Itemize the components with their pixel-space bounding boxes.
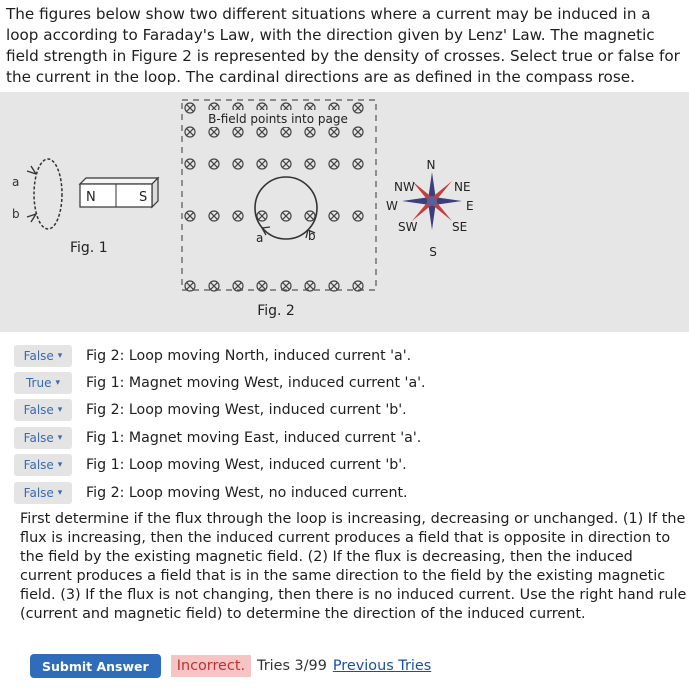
field-cross-icon <box>281 211 291 221</box>
field-cross-icon <box>329 281 339 291</box>
magnet-north-label: N <box>86 190 96 205</box>
field-cross-icon <box>257 159 267 169</box>
compass-n: N <box>426 158 436 172</box>
question-row <box>14 369 684 396</box>
figures-diagram <box>0 92 689 332</box>
answer-footer <box>16 650 686 682</box>
field-cross-icon <box>305 281 315 291</box>
compass-s: S <box>429 245 437 259</box>
previous-tries-link[interactable]: Previous Tries <box>332 658 432 674</box>
field-cross-icon <box>353 159 363 169</box>
field-cross-icon <box>257 211 267 221</box>
field-cross-icon <box>305 127 315 137</box>
answer-select[interactable] <box>14 454 72 476</box>
field-cross-icon <box>353 127 363 137</box>
compass-e: E <box>466 199 474 213</box>
field-cross-icon <box>233 127 243 137</box>
question-list <box>14 342 684 506</box>
fig1-label-a: a <box>12 175 20 189</box>
answer-select-value: False <box>23 348 54 363</box>
hint-text: First determine if the flux through the loop is increasing, decreasing or unchanged. (1) If the flux is increasing, then the induced current produces a field that is opposite in direction to the field by the existing magnetic field. (2) If the flux is decreasing, then the induced current produces a field that is in the same direction to the field by the existing magnetic field. (3) If the flux is not changing, then there is no induced current. Use the right hand rule (current and magnetic field) to determine the direction of the induced current. <box>20 511 687 622</box>
question-intro: The figures below show two different situations where a current may be induced in a loop according to Faraday's Law, with the direction given by Lenz' Law. The magnetic field strength in Figure 2 is represented by the density of crosses. Select true or false for the current in the loop. The cardinal directions are as defined in the compass rose. <box>6 5 680 86</box>
figure-panel <box>0 92 689 332</box>
field-cross-icon <box>353 103 363 113</box>
result-badge: Incorrect. <box>171 655 251 677</box>
answer-select[interactable] <box>14 372 72 394</box>
fig1-current-arrow-b <box>27 214 36 222</box>
question-text: Fig 1: Magnet moving East, induced current 'a'. <box>86 429 422 446</box>
question-row <box>14 424 684 451</box>
compass-nw: NW <box>394 180 415 194</box>
answer-select-value: False <box>23 458 54 473</box>
answer-select[interactable] <box>14 427 72 449</box>
answer-select[interactable] <box>14 345 72 367</box>
fig2-label-a: a <box>256 231 264 245</box>
field-cross-icon <box>281 159 291 169</box>
question-row <box>14 452 684 479</box>
field-cross-icon <box>329 127 339 137</box>
field-cross-icon <box>209 281 219 291</box>
field-cross-icon <box>329 159 339 169</box>
question-row <box>14 479 684 506</box>
select-arrow-icon: ▾ <box>57 460 63 471</box>
compass-sw: SW <box>398 220 418 234</box>
select-arrow-icon: ▾ <box>55 378 61 389</box>
fig1-loop <box>34 159 62 229</box>
select-arrow-icon: ▾ <box>57 487 63 498</box>
question-row <box>14 342 684 369</box>
field-cross-icon <box>353 211 363 221</box>
field-cross-icon <box>233 159 243 169</box>
field-cross-icon <box>209 159 219 169</box>
answer-select-value: False <box>23 430 54 445</box>
question-text: Fig 2: Loop moving West, no induced current. <box>86 484 408 501</box>
field-cross-icon <box>185 127 195 137</box>
compass-w: W <box>386 199 398 213</box>
compass-se: SE <box>452 220 468 234</box>
field-cross-icon <box>305 159 315 169</box>
answer-select-value: False <box>23 403 54 418</box>
select-arrow-icon: ▾ <box>57 350 63 361</box>
fig1-caption: Fig. 1 <box>70 240 108 256</box>
field-cross-icon <box>185 103 195 113</box>
fig1-current-arrow-a <box>27 166 36 174</box>
field-cross-icon <box>185 281 195 291</box>
fig2-label-b: b <box>308 229 316 243</box>
field-cross-icon <box>185 211 195 221</box>
field-cross-icon <box>185 159 195 169</box>
magnet-south-label: S <box>139 190 148 205</box>
question-text: Fig 1: Loop moving West, induced current 'b'. <box>86 457 407 474</box>
field-crosses <box>185 103 363 291</box>
tries-count: Tries 3/99 <box>257 658 327 674</box>
field-cross-icon <box>281 127 291 137</box>
question-row <box>14 397 684 424</box>
field-cross-icon <box>233 211 243 221</box>
field-cross-icon <box>305 211 315 221</box>
answer-select-value: False <box>23 485 54 500</box>
field-cross-icon <box>209 127 219 137</box>
compass-ne: NE <box>454 180 471 194</box>
question-text: Fig 2: Loop moving North, induced current 'a'. <box>86 347 412 364</box>
fig2-caption: Fig. 2 <box>257 303 295 319</box>
answer-select[interactable] <box>14 399 72 421</box>
submit-answer-button[interactable]: Submit Answer <box>30 654 161 678</box>
question-text: Fig 2: Loop moving West, induced current 'b'. <box>86 402 407 419</box>
field-cross-icon <box>257 127 267 137</box>
select-arrow-icon: ▾ <box>57 432 63 443</box>
question-text: Fig 1: Magnet moving West, induced current 'a'. <box>86 375 426 392</box>
bar-magnet <box>80 178 158 207</box>
field-cross-icon <box>329 211 339 221</box>
bfield-label: B-field points into page <box>208 112 348 126</box>
field-cross-icon <box>209 211 219 221</box>
fig1-label-b: b <box>12 207 20 221</box>
compass-rose <box>386 158 474 259</box>
select-arrow-icon: ▾ <box>57 405 63 416</box>
answer-select[interactable] <box>14 482 72 504</box>
answer-select-value: True <box>25 376 52 391</box>
